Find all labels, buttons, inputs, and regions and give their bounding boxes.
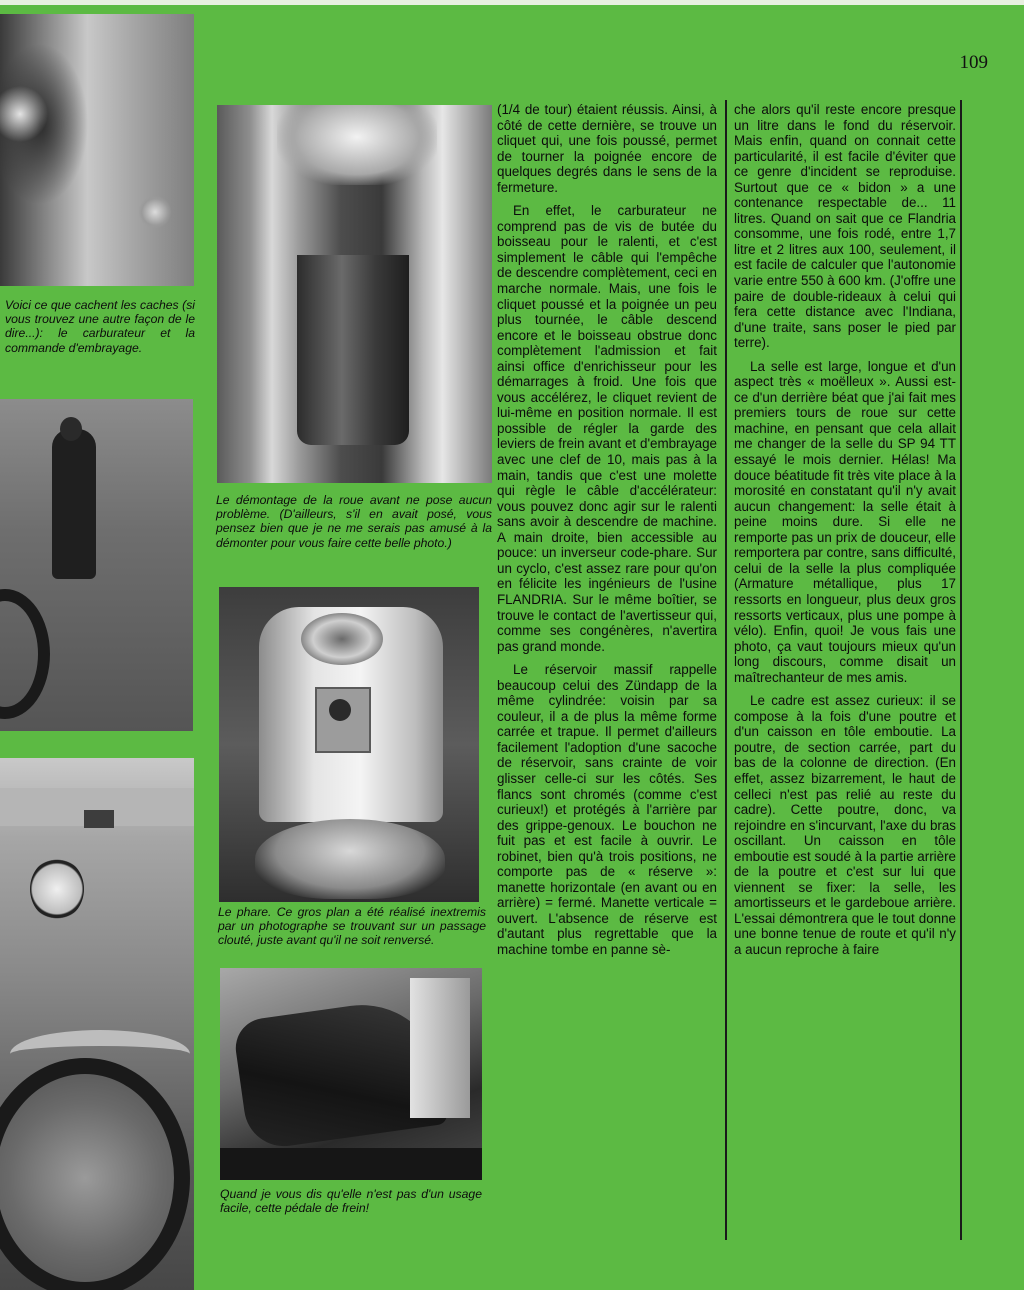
rider-walking-photo [0,399,193,731]
paragraph: En effet, le carburateur ne comprend pas de vis de butée du boisseau pour le ralenti, et c'est simplement le câble qui l'empêche de descendre complètement, ceci en marche normale. Mais, une fois le cliquet poussé et la poignée un peu plus tournée, le câble descend encore et le boisseau obstrue donc complètement l'admission et fait ainsi office d'enrichisseur pour les démarrages à froid. Une fois que vous accélérez, le cliquet revient de lui-même en position normale. Il est possible de régler la garde des leviers de frein avant et d'embrayage avec une clef de 10, mais pas à la main, tandis que c'est une molette qui règle le câble d'accélérateur: vous pouvez donc agir sur le ralenti sans avoir à descendre de machine. A main droite, bien accessible au pouce: un inverseur code-phare. Sur un cyclo, c'est assez rare pour qu'on en félicite les ingénieurs de l'usine FLANDRIA. Sur le même boîtier, se trouve le contact de l'avertisseur qui, comme ses congénères, n'avertira pas grand monde. [497,203,717,654]
paragraph: Le réservoir massif rappelle beaucoup celui des Zündapp de la même cylindrée: voisin par sa couleur, il a de plus la même forme carrée et trapue. Il permet d'ailleurs facilement l'adoption d'une sacoche de réservoir, sans crainte de voir glisser celle-ci sur les côtés. Ses flancs sont chromés (comme c'est curieux!) et protégés à l'arrière par des grippe-genoux. Le bouchon ne fuit pas et est facile à ouvrir. Le robinet, bien qu'à trois positions, ne comporte pas de « réserve »: manette horizontale (en avant ou en arrière) = fermé. Manette verticale = ouvert. L'absence de réserve est d'autant plus regrettable que la machine tombe en panne sè- [497,662,717,957]
front-wheel-caption: Le démontage de la roue avant ne pose aucun problème. (D'ailleurs, s'il en avait posé, vous pensez bien que je ne me serais pas amusé à la démonter pour vous faire cette belle photo.) [216,493,492,550]
paragraph: (1/4 de tour) étaient réussis. Ainsi, à côté de cette dernière, se trouve un cliquet qui, une fois poussé, permet de tourner la poignée encore de quelques degrés dans le sens de la fermeture. [497,102,717,195]
front-fork-photo [217,105,492,483]
carburetor-photo [0,14,194,286]
text-column-1 [497,102,717,966]
motorcycle-side-photo [0,758,194,1290]
brake-pedal-caption: Quand je vous dis qu'elle n'est pas d'un usage facile, cette pédale de frein! [220,1187,482,1216]
column-rule [960,100,962,1240]
headlight-photo [219,587,479,902]
text-column-2 [734,102,956,966]
paragraph: La selle est large, longue et d'un aspect très « moëlleux ». Aussi est-ce d'un derrière béat que j'ai fait mes premiers tours de roue sur cette machine, en pensant que cela allait me changer de la selle du SP 94 TT essayé le mois dernier. Hélas! Ma douce béatitude fit très vite place à la morosité en constatant qu'il n'y avait aucun changement: la selle était à peine moins dure. Si elle ne remporte pas un prix de douceur, elle remportera par contre, sans difficulté, celui de la selle la plus compliquée (Armature métallique, plus 17 ressorts en longueur, plus deux gros ressorts verticaux, plus une pompe à vélo). Enfin, quoi! Je vous fais une photo, ça vaut toujours mieux qu'un long discours, comme disait un maîtrechanteur de mes amis. [734,358,956,685]
paragraph: Le cadre est assez curieux: il se compose à la fois d'une poutre et d'un caisson en tôle emboutie. La poutre, de section carrée, part du bas de la colonne de direction. (En effet, assez bizarrement, le haut de celleci n'est pas relié au reste du cadre). Cette poutre, donc, va rejoindre en s'incurvant, l'axe du bras oscillant. Un caisson en tôle emboutie est soudé à la partie arrière de la poutre et c'est sur lui que viennent se fixer: la selle, les amortisseurs et le gardeboue arrière. L'essai démontrera que le tout donne une bonne tenue de route et qu'il n'y a aucun reproche à faire [734,693,956,957]
brake-pedal-photo [220,968,482,1180]
page-edge [0,0,1024,5]
carburetor-caption: Voici ce que cachent les caches (si vous trouvez une autre façon de le dire...): le carburateur et la commande d'embrayage. [5,298,195,355]
column-rule [725,100,727,1240]
page-number: 109 [959,52,988,73]
paragraph: che alors qu'il reste encore presque un litre dans le fond du réservoir. Mais enfin, quand on connait cette particularité, il est facile d'éviter que ce genre d'incident se reproduise. Surtout que ce « bidon » a une contenance respectable de... 11 litres. Quand on sait que ce Flandria consomme, une fois rodé, entre 1,7 litre et 2 litres aux 100, seulement, il est facile de calculer que l'autonomie varie entre 550 à 600 km. (J'offre une paire de double-rideaux à celui qui fera cette distance avec l'Indiana, d'une traite, sans poser le pied par terre). [734,102,956,351]
headlight-caption: Le phare. Ce gros plan a été réalisé inextremis par un photographe se trouvant sur un passage clouté, juste avant qu'il ne soit renversé. [218,905,486,948]
